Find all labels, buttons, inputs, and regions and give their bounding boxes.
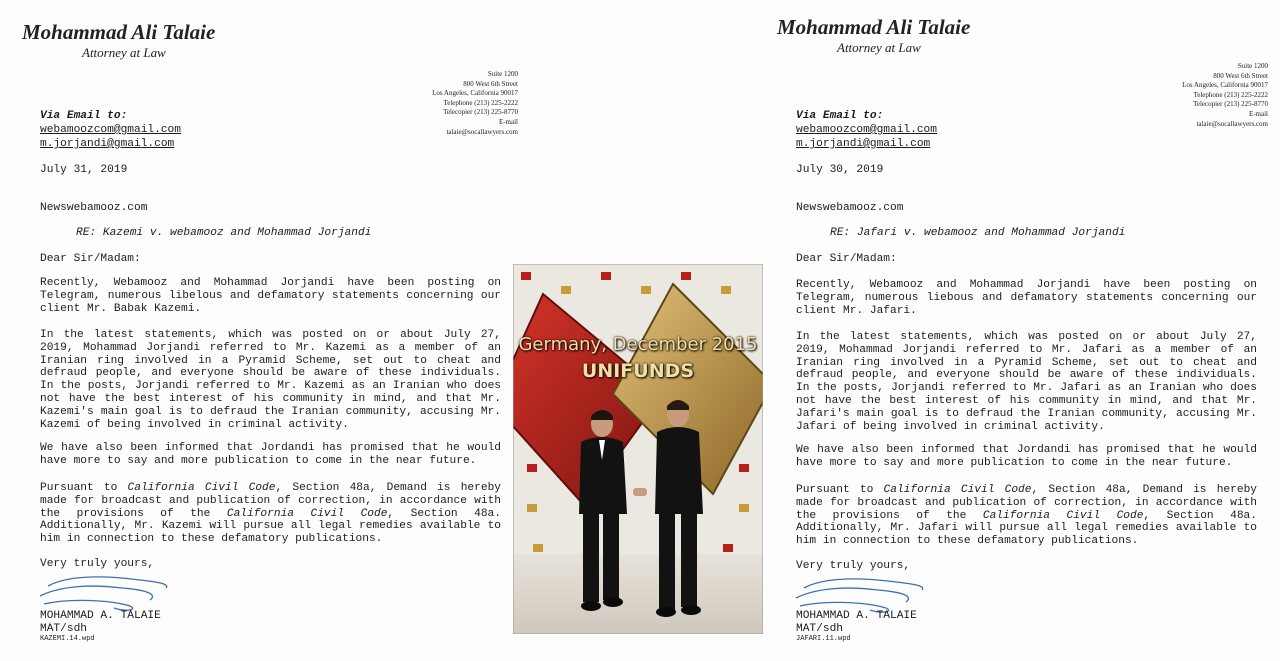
email-link[interactable]: webamoozcom@gmail.com [796,124,937,136]
recipient: Newswebamooz.com [796,202,904,214]
file-reference: KAZEMI.14.wpd [40,635,95,643]
address-line: Telecopier (213) 225-8770 [443,108,518,117]
address-line: Telephone (213) 225-2222 [443,98,518,107]
re-line: RE: Jafari v. webamooz and Mohammad Jorjandi [830,227,1126,239]
signature-scribble [30,570,180,615]
civil-code-ref: California Civil Code [127,482,276,494]
firm-address [1182,62,1268,129]
address-line: E-mail [498,117,518,126]
firm-address [432,70,518,137]
paragraph-4-text: , Section 48a. Additionally, Mr. Kazemi will pursue all legal remedies available to him in connection to these defamatory publications. [40,507,501,546]
address-line: Los Angeles, California 90017 [1182,81,1268,90]
letter-date: July 31, 2019 [40,164,128,176]
paragraph-4-text: , Section 48a. Additionally, Mr. Jafari will pursue all legal remedies available to him in connection to these defamatory publications. [796,509,1257,548]
address-line: 800 West 6th Street [463,79,518,88]
paragraph-2: In the latest statements, which was posted on or about July 27, 2019, Mohammad Jorjandi referred to Mr. Kazemi as a member of an Iranian ring involved in a Pyramid Scheme, set out to cheat and defraud people, and everyone should be aware of these individuals. In the posts, Jorjandi referred to Mr. Kazemi as an Iranian who does not have the best interest of his community in mind, and that Mr. Kazemi's main goal is to defraud the Iranian community, accusing Mr. Kazemi of being involved in criminal activity. [40,329,501,431]
address-line: 800 West 6th Street [1213,71,1268,80]
closing: Very truly yours, [40,558,155,570]
photo-caption-brand: UNIFUNDS [581,360,695,382]
paragraph-1: Recently, Webamooz and Mohammad Jorjandi have been posting on Telegram, numerous liebous and defamatory statements concerning our client Mr. Jafari. [796,279,1257,317]
firm-name: Mohammad Ali Talaie [22,20,216,44]
email-link[interactable]: m.jorjandi@gmail.com [796,138,931,150]
recipient: Newswebamooz.com [40,202,148,214]
file-reference: JAFARI.11.wpd [796,635,851,643]
civil-code-ref: California Civil Code [226,507,388,520]
salutation: Dear Sir/Madam: [796,253,897,265]
closing: Very truly yours, [796,560,911,572]
paragraph-3: We have also been informed that Jordandi has promised that he would have more to say and more publication to come in the near future. [40,442,501,467]
photo-scene [513,264,763,634]
paragraph-4 [40,482,501,546]
paragraph-1: Recently, Webamooz and Mohammad Jorjandi have been posting on Telegram, numerous libelous and defamatory statements concerning our client Mr. Babak Kazemi. [40,277,501,315]
salutation: Dear Sir/Madam: [40,253,141,265]
firm-title: Attorney at Law [837,40,921,55]
firm-title: Attorney at Law [82,45,166,60]
signer-name: MOHAMMAD A. TALAIE [796,610,917,622]
address-line: E-mail [1248,109,1268,118]
email-link[interactable]: webamoozcom@gmail.com [40,124,181,136]
address-line: talaie@socallawyers.com [446,127,518,136]
signer-name: MOHAMMAD A. TALAIE [40,610,161,622]
paragraph-4-text: , Section 48a, Demand is hereby made for broadcast and publication of correction, in accordance with the provisions of the [796,484,1257,522]
address-line: Telecopier (213) 225-8770 [1193,100,1268,109]
initials: MAT/sdh [40,623,87,635]
paragraph-2: In the latest statements, which was posted on or about July 27, 2019, Mohammad Jorjandi referred to Mr. Jafari as a member of an Iranian ring involved in a Pyramid Scheme, set out to cheat and defraud people, and everyone should be aware of these individuals. In the posts, Jorjandi referred to Mr. Jafari as an Iranian who does not have the best interest of his community in mind, and that Mr. Jafari's main goal is to defraud the Iranian community, accusing Mr. Jafari of being involved in criminal activity. [796,331,1257,433]
address-line: Los Angeles, California 90017 [432,89,518,98]
email-link[interactable]: m.jorjandi@gmail.com [40,138,175,150]
paragraph-3: We have also been informed that Jordandi has promised that he would have more to say and more publication to come in the near future. [796,444,1257,469]
paragraph-4-text: Pursuant to [40,482,128,494]
photo-caption-date: Germany, December 2015 [518,334,758,355]
paragraph-4-text: , Section 48a, Demand is hereby made for broadcast and publication of correction, in accordance with the provisions of the [40,482,501,520]
address-line: talaie@socallawyers.com [1196,119,1268,128]
civil-code-ref: California Civil Code [982,509,1144,522]
address-line: Suite 1200 [487,70,518,78]
initials: MAT/sdh [796,623,843,635]
paragraph-4 [796,484,1257,548]
paragraph-4-text: Pursuant to [796,484,884,496]
civil-code-ref: California Civil Code [883,484,1032,496]
via-email-label: Via Email to: [40,110,128,122]
address-line: Suite 1200 [1237,62,1268,70]
firm-name: Mohammad Ali Talaie [777,15,971,39]
letter-date: July 30, 2019 [796,164,884,176]
event-photo [513,264,763,634]
re-line: RE: Kazemi v. webamooz and Mohammad Jorjandi [76,227,372,239]
address-line: Telephone (213) 225-2222 [1193,90,1268,99]
via-email-label: Via Email to: [796,110,884,122]
